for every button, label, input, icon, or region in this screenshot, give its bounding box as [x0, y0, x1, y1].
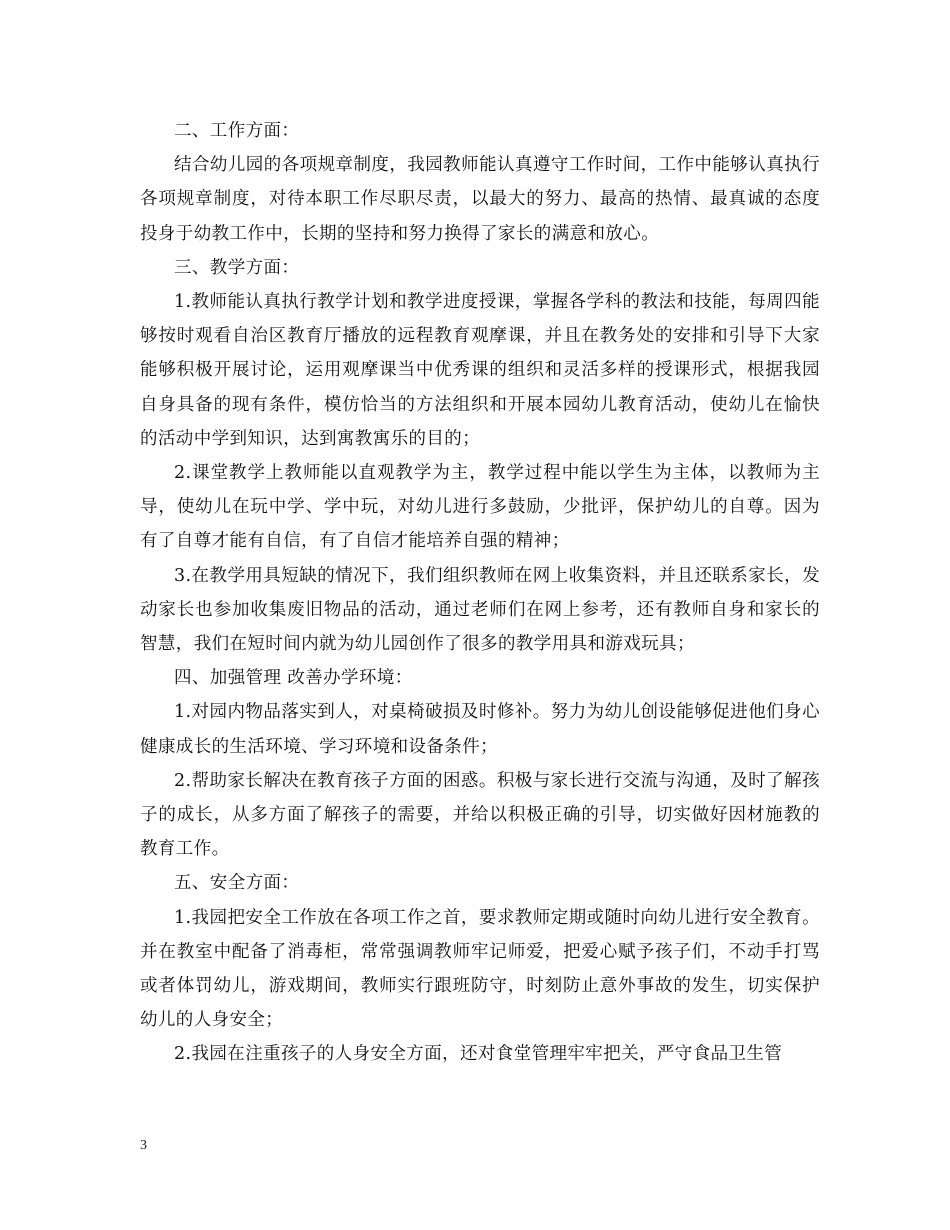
paragraph-safety-2: 2.我园在注重孩子的人身安全方面，还对食堂管理牢牢把关，严守食品卫生管 [174, 1044, 783, 1065]
paragraph-work: 结合幼儿园的各项规章制度，我园教师能认真遵守工作时间，工作中能够认真执行各项规章制度，对待本职工作尽职尽责，以最大的努力、最高的热情、最真诚的态度投身于幼教工作中，长期的坚持和努力换得了家长的满意和放心。 [140, 155, 820, 244]
paragraph-teaching-1: 1.教师能认真执行教学计划和教学进度授课，掌握各学科的教法和技能，每周四能够按时观看自治区教育厅播放的远程教育观摩课，并且在教务处的安排和引导下大家能够积极开展讨论，运用观摩课当中优秀课的组织和灵活多样的授课形式，根据我园自身具备的现有条件，模仿恰当的方法组织和开展本园幼儿教育活动，使幼儿在愉快的活动中学到知识，达到寓教寓乐的目的； [140, 292, 820, 449]
section-heading-management: 四、加强管理 改善办学环境： [174, 668, 413, 689]
paragraph-management-2: 2.帮助家长解决在教育孩子方面的困惑。积极与家长进行交流与沟通，及时了解孩子的成长，从多方面了解孩子的需要，并给以积极正确的引导，切实做好因材施教的教育工作。 [140, 770, 820, 860]
page-number: 3 [140, 1138, 147, 1153]
paragraph-safety-1: 1.我园把安全工作放在各项工作之首，要求教师定期或随时向幼儿进行安全教育。并在教室中配备了消毒柜，常常强调教师牢记师爱，把爱心赋予孩子们，不动手打骂或者体罚幼儿，游戏期间，教师实行跟班防守，时刻防止意外事故的发生，切实保护幼儿的人身安全； [140, 907, 820, 1031]
document-body [140, 114, 820, 1072]
section-heading-work: 二、工作方面： [174, 121, 300, 141]
paragraph-teaching-3: 3.在教学用具短缺的情况下，我们组织教师在网上收集资料，并且还联系家长，发动家长也参加收集废旧物品的活动，通过老师们在网上参考，还有教师自身和家长的智慧，我们在短时间内就为幼儿园创作了很多的教学用具和游戏玩具； [140, 565, 820, 655]
section-heading-safety: 五、安全方面： [174, 873, 300, 894]
section-heading-teaching: 三、教学方面： [174, 257, 300, 278]
paragraph-management-1: 1.对园内物品落实到人，对桌椅破损及时修补。努力为幼儿创设能够促进他们身心健康成长的生活环境、学习环境和设备条件； [140, 702, 820, 757]
paragraph-teaching-2: 2.课堂教学上教师能以直观教学为主，教学过程中能以学生为主体，以教师为主导，使幼儿在玩中学、学中玩，对幼儿进行多鼓励，少批评，保护幼儿的自尊。因为有了自尊才能有自信，有了自信才能培养自强的精神； [140, 463, 820, 552]
